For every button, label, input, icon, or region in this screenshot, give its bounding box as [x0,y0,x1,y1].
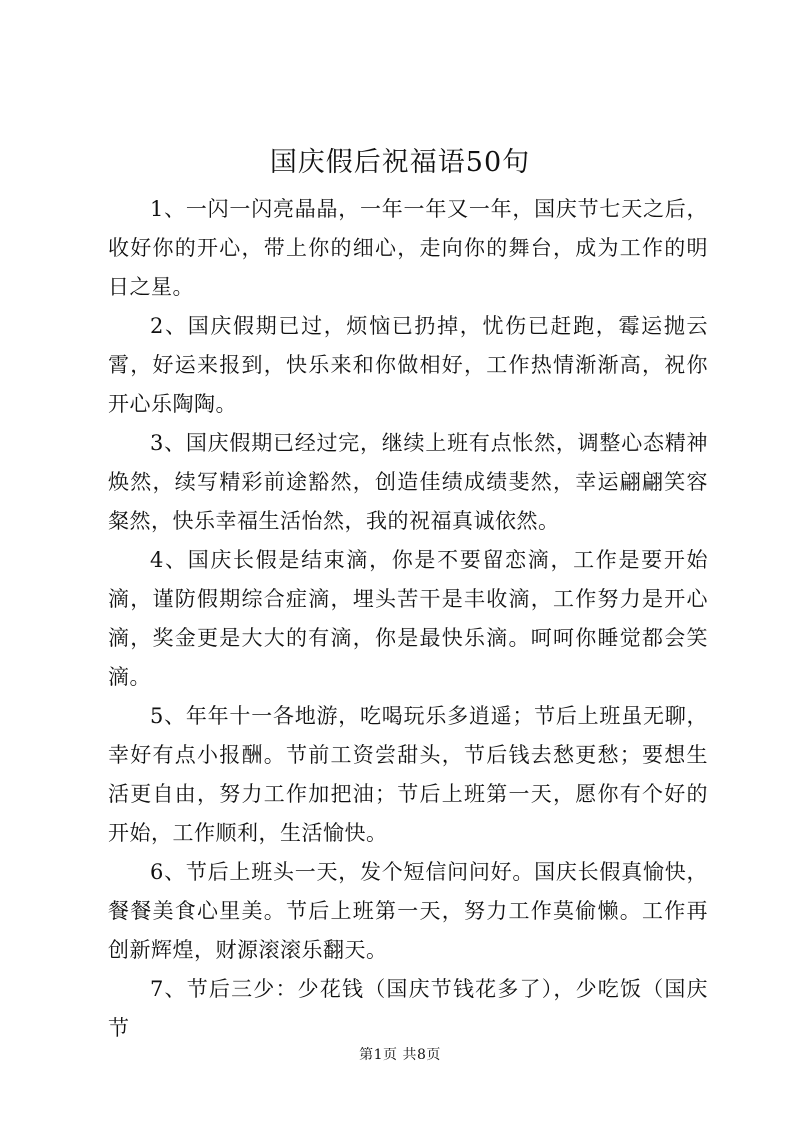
paragraph-4: 4、国庆长假是结束滴，你是不要留恋滴，工作是要开始滴，谨防假期综合症滴，埋头苦干是丰收滴，工作努力是开心滴，奖金更是大大的有滴，你是最快乐滴。呵呵你睡觉都会笑滴。 [108,548,708,689]
page-footer: 第1页 共8页 [359,1047,441,1063]
document-title: 国庆假后祝福语50句 [269,147,531,178]
paragraph-6: 6、节后上班头一天，发个短信问问好。国庆长假真愉快，餐餐美食心里美。节后上班第一天，努力工作莫偷懒。工作再创新辉煌，财源滚滚乐翻天。 [108,860,708,962]
document-body [108,190,708,1048]
paragraph-3: 3、国庆假期已经过完，继续上班有点怅然，调整心态精神焕然，续写精彩前途豁然，创造佳绩成绩斐然，幸运翩翩笑容粲然，快乐幸福生活怡然，我的祝福真诚依然。 [108,431,708,533]
paragraph-1: 1、一闪一闪亮晶晶，一年一年又一年，国庆节七天之后，收好你的开心，带上你的细心，走向你的舞台，成为工作的明日之星。 [108,197,708,299]
paragraph-7: 7、节后三少：少花钱（国庆节钱花多了），少吃饭（国庆节 [108,977,708,1040]
paragraph-5: 5、年年十一各地游，吃喝玩乐多逍遥；节后上班虽无聊，幸好有点小报酬。节前工资尝甜头，节后钱去愁更愁；要想生活更自由，努力工作加把油；节后上班第一天，愿你有个好的开始，工作顺利，生活愉快。 [108,704,708,845]
paragraph-2: 2、国庆假期已过，烦恼已扔掉，忧伤已赶跑，霉运抛云霄，好运来报到，快乐来和你做相好，工作热情渐渐高，祝你开心乐陶陶。 [108,314,708,416]
